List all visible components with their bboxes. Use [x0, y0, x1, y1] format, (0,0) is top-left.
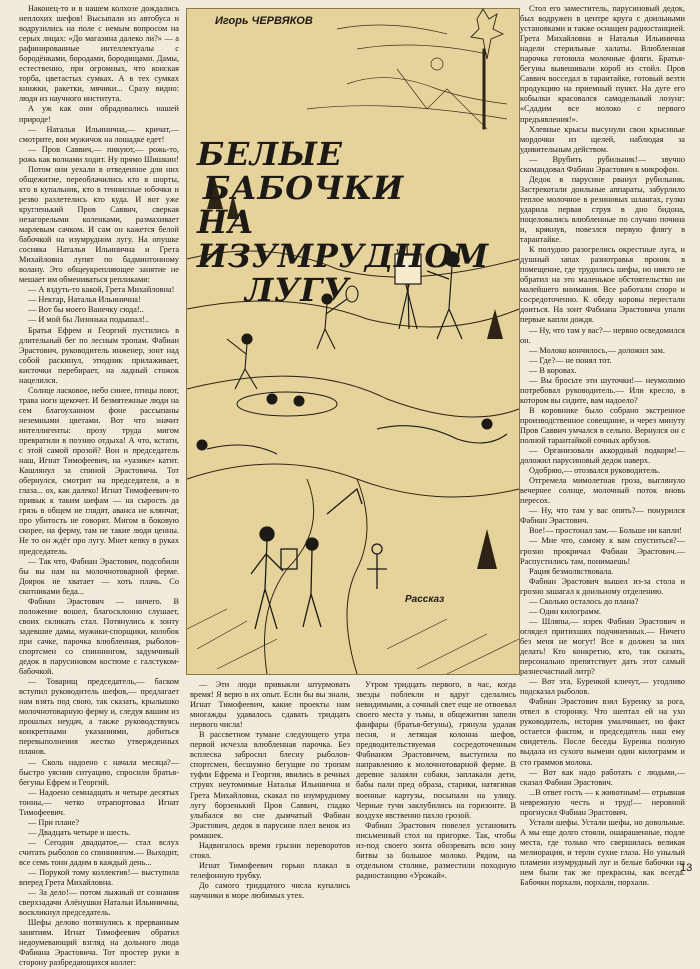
text-column-2: [190, 680, 350, 900]
paragraph: Рация безмолвствовала.: [529, 566, 614, 576]
paragraph: Хлевные крысы высунули свои крысиные мордочки из щелей, наблюдая за удивительным действом.: [520, 124, 685, 154]
title-line-2: БАБОЧКИ: [203, 169, 404, 207]
paragraph: ...В ответ гость — к животным!— отрывная неврежную честь и труд!— неровной прогнусил Фабиан Эрастович.: [520, 787, 685, 817]
paragraph: — Ну, что там у вас опять?— понурился Фабиан Эрастович.: [520, 506, 685, 526]
paragraph: — Сколь надоено с начала месяца?— быстро уяснив ситуацию, спросили братья-бегуны Ефрем и Георгий.: [19, 757, 179, 787]
paragraph: — Сегодня двадцатое,— стал вслух считать рыболов со спиннингом.— Выходит, все семь тонн дадим в каждый день...: [19, 837, 179, 867]
paragraph: К полудню разогрелись окрестные луга, и душный запах разнотравья проник в помещение, где трудились шефы, но никто не обратил на это маленькое обстоятельство ни малейшего внимания. Все работали споро и сосредоточенно. К обеду коровы перестали доиться. На зонт Фабиана Эрастовича упали первые капли дождя.: [520, 245, 685, 325]
paragraph: — Врубить рубильник!— звучно скомандовал Фабиан Эрастович в микрофон.: [520, 154, 685, 174]
paragraph: А уж как они обрадовались нашей природе!: [19, 104, 179, 124]
paragraph: В коровнике было собрано экстренное производственное совещание, и через минуту Пров Саввич умчался в сельпо. Вернулся он с полной тарантайкой сочных арбузов.: [520, 405, 685, 446]
paragraph: — Шляпы,— изрек Фабиан Эрастович и оглядел притихших подчиненных.— Ничего без меня не могут! Все я должен за них делать! Кто конкретно, кто, так сказать, персонально препятствует дать этот самый разнесчастный литр?: [520, 616, 685, 677]
paragraph: Утром тридцать первого, в час, когда звезды поблекли и вдруг сделались невидимыми, а сочный свет еще не отвоевал своего места у тьмы, в общежитии запели фанфары (братья-бегуны), грянула удалая песня, и летящая колонна шефов, предводительствуемая сосредоточенным Фабианом Эрастовичем, выступила по направлению к молочнотоварной ферме. В деревне залаяли собаки, заплакали дети, бабы пали пред образа, старики, натягивая военные картузы, посыпали на улицу. Черные тучи заклубились на горизонте. В воздухе явственно пахло грозой.: [356, 680, 516, 820]
paragraph: Потом они уехали в отведенное для них общежитие, переоблачились кто в шорты, кто в купальник, кто в теннисные юбочки и резво разлетелись кто куда. И вот уже кругленький Пров Саввич, сверкая незагорелыми коленками, размахивает марлевым сачком. И сам он кажется белой бабочкой на изумрудном лугу. На опушке сосняка Наталья Ильинична и Грета Михайловна лупят по бадминтонному волану. Это общеукрепляющее занятие не мешает им обмениваться репликами:: [19, 164, 179, 285]
paragraph: — В коровах.: [529, 365, 577, 375]
paragraph: — Порукой тому коллектив!— выступила вперед Грета Михайловна.: [19, 868, 179, 888]
paragraph: Братья Ефрем и Георгий пустились в длительный бег по лесным тропам. Фабиан Эрастович, руководитель инженер, зонт над собой раскинул, этюдник прилаживает, кисточки перебирает, на ладный стожок нацелился.: [19, 325, 179, 385]
paragraph: В рассветном тумане следующего утра первой исчезла влюбленная парочка. Без всплеска забросил блесну рыболов-спортсмен, бесшумно бегущие по тропам туфли Ефрема и Георгия, явились в речных струях неутомимые Наталья Ильинична и Грета Михайловна, скакал по изумрудному лугу борзенький Пров Саввич, гладко улыбался во сне дымчатый Фабиан Эрастович, дедок в парусине плел венок из ромашек.: [190, 730, 350, 840]
paragraph: — Мне что, самому к вам спуститься?— грозно прокричал Фабиан Эрастович.— Распустились там, понимаешь!: [520, 536, 685, 566]
story-illustration: [186, 8, 520, 675]
paragraph: Шефы делово потянулись к прерванным занятиям. Игнат Тимофеевич обратил недоумевающий взгляд на дольного люда Фабиана Эрастовича. Тот простер руки в сторону разбредающихся коллег:: [19, 918, 179, 968]
title-line-4: ЛУГУ: [245, 271, 350, 309]
paragraph: — Организовали аккордный подкорм!— доложил парусиновый дедок наверх.: [520, 446, 685, 466]
paragraph: Фабиан Эрастович взял Буренку за рога, отвел в сторонку. Что шептал ей на ухо руководитель, история умалчивает, но факт остается фактом, и председатель наш ему свидетель. После беседы Буренка полную выдала из сухого вымени один килограмм и сто граммов молока.: [520, 697, 685, 767]
paragraph: — Вот эта, Буренкой кличут,— угодливо подсказал рыболов.: [520, 677, 685, 697]
paragraph: Фабиан Эрастович вышел из-за стола и грозно зашагал к доильному отделению.: [520, 576, 685, 596]
paragraph: Наконец-то и в нашем колхозе дождались неплохих шефов! Высыпали из автобуса и водрузились на поле с немым вопросом на серых лицах: «До магазина далеко ли?» — а рафинированные интеллектуалы с бородёнками, бородами, бородищами. Дамы, естественно, при огромных, что конская торба, цветастых сумках. А в тех сумках книжки, ракетки, мячики... Сразу видно: люди из научного института.: [19, 4, 179, 104]
paragraph: Игнат Тимофеевич горько плакал в телефонную трубку.: [190, 860, 350, 880]
paragraph: Солнце ласковое, небо синее, птицы поют, трава ноги щекочет. И безмятежные люди на сем благоуханном фоне рассыпаны неземными цветами. Вот что значит интеллигенты: прозу труда мигом превратили в поэзию отдыха! А что, кстати, с этой самой прозой? Вон и председатель наш, Игнат Тимофеевич, на «уазике» катит. Кашлянул за спиной Эрастовича. Тот обернулся, смотрит на председателя, а в глаза... ох, как далеко! Игнат Тимофеевич-то привык к таким шефам — на сырость да грязь в общем не глядят, аванса не клянчат, про убитость не говорят. Мигом в боковую скорее, на ферму, там не такие люди ценны. Не то он ждёт про лугу. Мнет кепку в руках председатель.: [19, 385, 179, 556]
paragraph: Устали шефы. Устали шефы, но довольные. А мы еще долго стояли, ошарашенные, подле места, где только что свершилась великая мелиорация, и терли сухие глаза. Но унылый пламени изумрудный луг и белые бабочки на нем были так же прекрасны, как всегда. Бабочки порхали, порхали, порхали.: [520, 817, 685, 888]
paragraph: Фабиан Эрастович — ничего. В положение вошел, благосклонно слушает, своих скликать стал. Потянулись к зонту задевшие дамы, мужики-спорщики, колобок при сачке, парочка влюбленная, рыболов-спортсмен со спиннингом, задумчивый дедок в парусиновом костюме с галстуком-бабочкой.: [19, 596, 179, 677]
paragraph: Дедок в парусине рванул рубильник. Застрекотали доильные аппараты, забурлило теплое молочное в резиновых шлангах, гулко ударила первая струя в дно бидона, поцеловались влюбленные по случаю почина и, крякнув, повезлся первую флягу в тарантайке.: [520, 174, 685, 245]
paragraph: — Эти люди привыкли штурмовать время! Я верю в их опыт. Если бы вы знали, Игнат Тимофеевич, какие проекты нам многажды удавалось сдавать тридцать первого числа!: [190, 680, 350, 730]
paragraph: — Пров Саввич,— пикуют,— рожь-то, рожь как волнами ходит. Ну прямо Шишкин!: [19, 144, 179, 164]
title-line-1: БЕЛЫЕ: [197, 135, 343, 173]
paragraph: Одобряю,— отозвался руководитель.: [529, 466, 661, 476]
genre-label: Рассказ: [405, 594, 445, 605]
paragraph: — Наталья Ильинична,— кричат,— смотрите, вон мужичок на лошадке едет!: [19, 124, 179, 144]
paragraph: — Где?— не понял тот.: [529, 355, 612, 365]
paragraph: — Надоено семнадцать и четыре десятых тонны,— четко отрапортовал Игнат Тимофеевич.: [19, 787, 179, 817]
paragraph: — Вот как надо работать с людьми,— сказал Фабиан Эрастович.: [520, 767, 685, 787]
paragraph: Вое!— простонал зам.— Больше ни капли!: [529, 526, 683, 536]
paragraph: — Двадцать четыре и шесть.: [28, 827, 131, 837]
text-column-1: [19, 4, 179, 968]
paragraph: — Товарищ председатель,— баском вступил руководитель шефов,— предлагает нам взять под свою, так сказать, крылышко молочнотоварную ферму и, следуя вашим из прошлых неудач, а также руководствуясь конкретными указаниями, добиться перевыполнения жестко утвержденных планов.: [19, 677, 179, 757]
paragraph: — Сколько осталось до плана?: [529, 596, 639, 606]
paragraph: — Ну, что там у вас?— нервно осведомился он.: [520, 325, 685, 345]
ink-drawing: [187, 9, 519, 674]
page-number: 13: [680, 862, 693, 874]
text-column-3: [356, 680, 516, 880]
story-title: [197, 137, 497, 307]
paragraph: — Молоко кончилось,— доложил зам.: [529, 345, 665, 355]
paragraph: Фабиан Эрастович повелел установить письменный стол на пригорке. Так, чтобы из-под своего зонта обозревать всю зону битвы за большое молоко. Рядом, на отдельном столике, разместили походную радиостанцию «Урожай».: [356, 820, 516, 880]
paragraph: — За дело!— потом лыжный от сознания сверхзадачи Алёнушки Натальи Ильиничны, воскликнул председатель.: [19, 888, 179, 918]
paragraph: Отгремела мимолетная гроза, выглянуло вечернее солнце, молочный поток вновь пересох.: [520, 476, 685, 506]
text-column-4: [520, 4, 685, 888]
author-name: Игорь ЧЕРВЯКОВ: [215, 15, 313, 27]
paragraph: — При плане?: [28, 817, 80, 827]
paragraph: — И мой бы Лизонька подышал!..: [28, 315, 149, 325]
paragraph: — Нектар, Наталья Ильинична!: [28, 295, 141, 305]
paragraph: Надвигалось время грызни переворотов стоял.: [190, 840, 350, 860]
paragraph: — Вот бы моего Ванечку сюда!..: [28, 305, 144, 315]
paragraph: — Так что, Фабиан Эрастович, подсобили бы вы нам на молочнотоварной ферме. Доярок не хватает — хоть плачь. Со скотниками беда...: [19, 556, 179, 596]
title-line-3: НА ИЗУМРУДНОМ: [197, 203, 489, 275]
paragraph: — А вздуть-то какой, Грета Михайловна!: [28, 285, 175, 295]
paragraph: До самого тридцатого числа купались научники в море любимых утех.: [190, 880, 350, 900]
paragraph: Стол его заместитель, парусиновый дедок, был водружен в центре круга с доильными установками и также оснащен радиостанцией. Грета Михайловна и Наталья Ильинична надели стерильные халаты. Влюбленная парочка готовила молочные фляги. Братья-бегуны вывешивали короб из стойл. Пров Саввич восседал в тарантайке, готовый везти продукцию на приемный пункт. На дуге его кобылки красовался самодельный лозунг: «Сдадим все молоко с первого предъявления!».: [520, 4, 685, 124]
paragraph: — Один килограмм.: [529, 606, 601, 616]
paragraph: — Вы бросьте эти шуточки!— неумолимо потребовал руководитель.— Или кресло, в котором вы сидите, вам надоело?: [520, 375, 685, 405]
